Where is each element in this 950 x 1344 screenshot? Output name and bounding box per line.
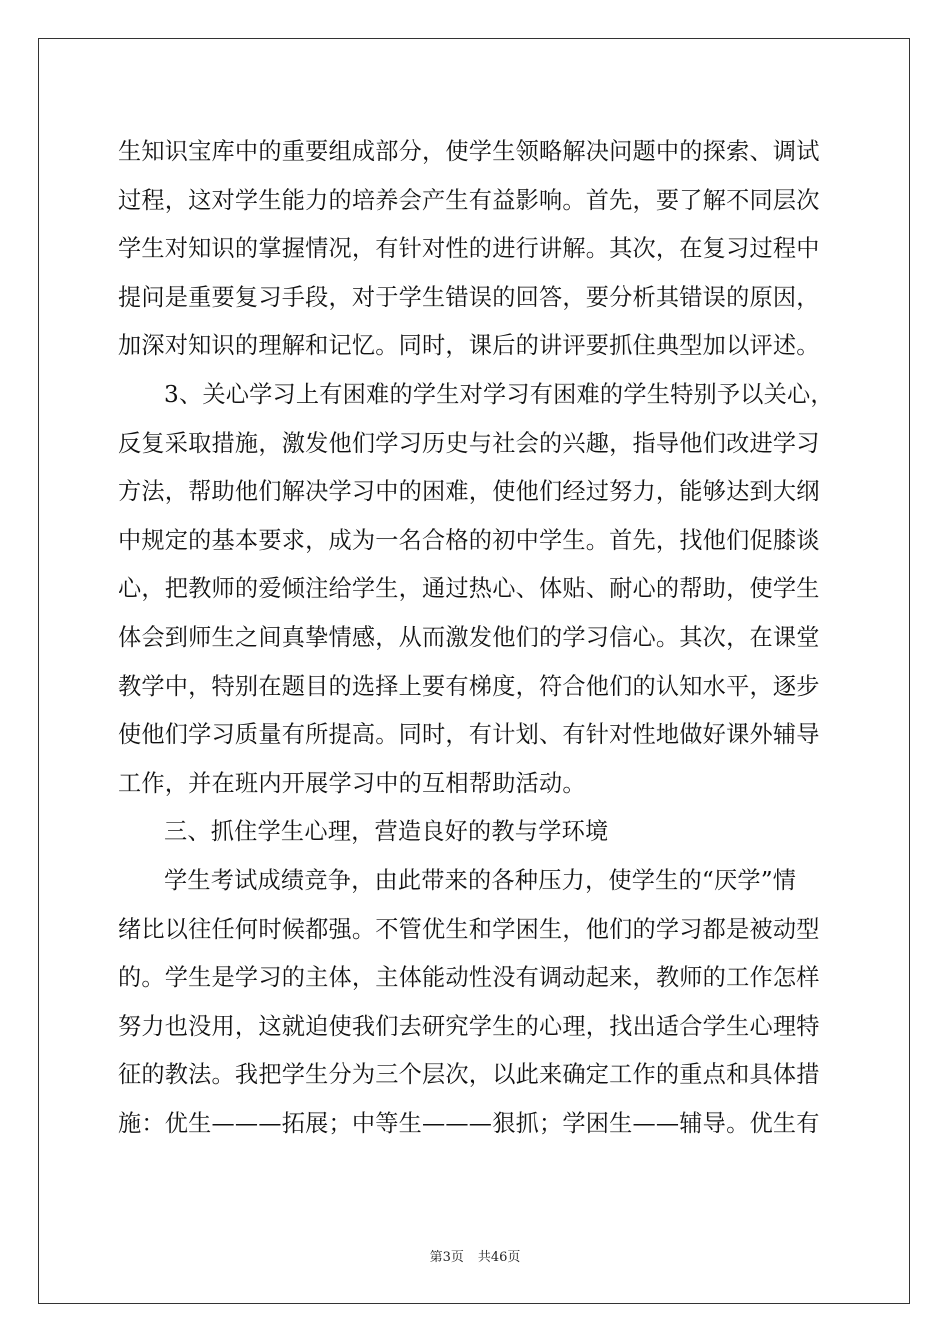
text-line: 施：优生———拓展；中等生———狠抓；学困生——辅导。优生有 — [118, 1109, 820, 1137]
text-line: 学生对知识的掌握情况，有针对性的进行讲解。其次，在复习过程中 — [118, 235, 820, 263]
text-line: 3、关心学习上有困难的学生对学习有困难的学生特别予以关心， — [164, 380, 834, 408]
text-line: 体会到师生之间真挚情感，从而激发他们的学习信心。其次，在课堂 — [118, 623, 820, 651]
page-total: 共46页 — [477, 1250, 521, 1265]
text-line: 提问是重要复习手段，对于学生错误的回答，要分析其错误的原因， — [118, 283, 820, 311]
text-line: 中规定的基本要求，成为一名合格的初中学生。首先，找他们促膝谈 — [118, 526, 820, 554]
text-line: 教学中，特别在题目的选择上要有梯度，符合他们的认知水平，逐步 — [118, 672, 820, 700]
text-line: 征的教法。我把学生分为三个层次，以此来确定工作的重点和具体措 — [118, 1061, 820, 1089]
text-line: 绪比以往任何时候都强。不管优生和学困生，他们的学习都是被动型 — [118, 915, 820, 943]
text-line: 努力也没用，这就迫使我们去研究学生的心理，找出适合学生心理特 — [118, 1012, 820, 1040]
text-line: 的。学生是学习的主体，主体能动性没有调动起来，教师的工作怎样 — [118, 964, 820, 992]
text-line: 方法，帮助他们解决学习中的困难，使他们经过努力，能够达到大纲 — [118, 478, 820, 506]
page-number: 第3页 — [429, 1250, 464, 1265]
text-line: 工作，并在班内开展学习中的互相帮助活动。 — [118, 769, 586, 797]
text-line: 心，把教师的爱倾注给学生，通过热心、体贴、耐心的帮助，使学生 — [118, 575, 820, 603]
text-line: 三、抓住学生心理，营造良好的教与学环境 — [164, 818, 609, 846]
text-line: 加深对知识的理解和记忆。同时，课后的讲评要抓住典型加以评述。 — [118, 332, 820, 360]
text-line: 使他们学习质量有所提高。同时，有计划、有针对性地做好课外辅导 — [118, 721, 820, 749]
text-line: 学生考试成绩竞争，由此带来的各种压力，使学生的“厌学”情 — [164, 866, 797, 894]
text-line: 过程，这对学生能力的培养会产生有益影响。首先，要了解不同层次 — [118, 186, 820, 214]
text-line: 生知识宝库中的重要组成部分，使学生领略解决问题中的探索、调试 — [118, 138, 820, 165]
document-body — [118, 128, 838, 1148]
page-footer — [0, 1246, 950, 1265]
text-line: 反复采取措施，激发他们学习历史与社会的兴趣，指导他们改进学习 — [118, 429, 820, 457]
